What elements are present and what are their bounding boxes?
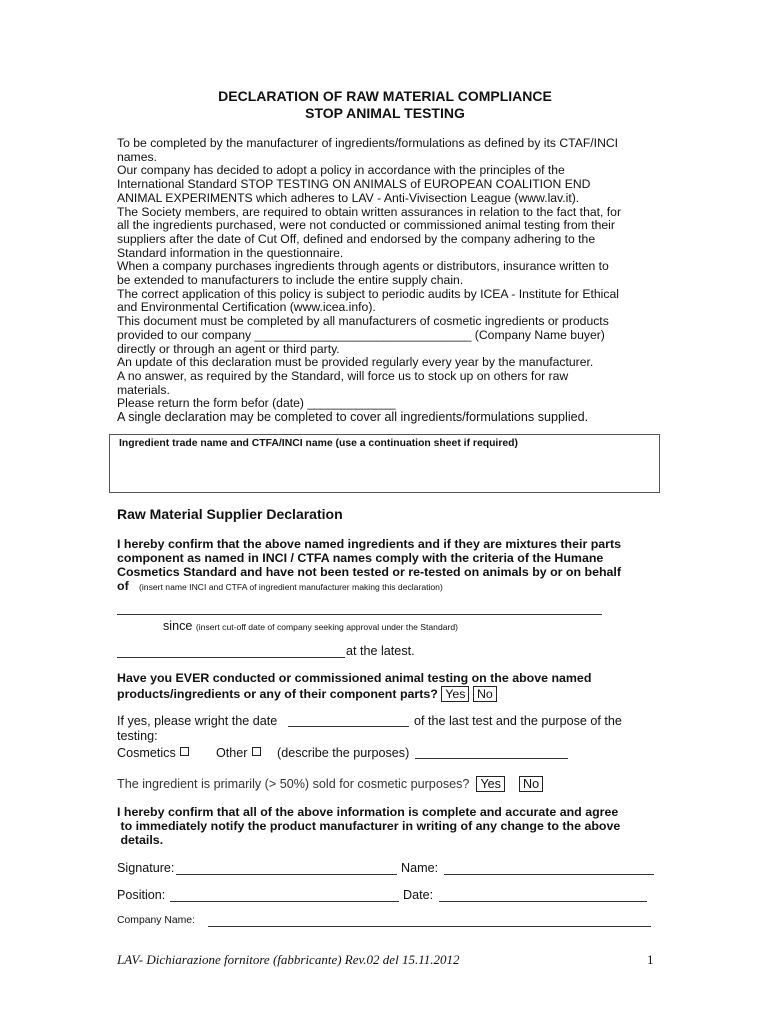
other-checkbox[interactable] [252,747,261,756]
other-label: Other [216,746,248,760]
intro-line: materials. [117,382,170,397]
question-1-row [117,686,497,702]
declaration-of: of [117,579,129,593]
intro-line: suppliers after the date of Cut Off, defined and endorsed by the company adhering to the [117,231,596,246]
intro-line: An update of this declaration must be provided regularly every year by the manufacturer. [117,355,594,370]
confirmation-text [117,805,620,847]
intro-line: directly or through an agent or third party. [117,341,340,356]
footer-text: LAV- Dichiarazione fornitore (fabbricante) Rev.02 del 15.11.2012 [117,952,460,967]
declaration-of-note: (insert name INCI and CTFA of ingredient manufacturer making this declaration) [139,582,443,592]
intro-line: names. [117,149,157,164]
intro-line: When a company purchases ingredients through agents or distributors, insurance written to [117,259,609,274]
since-word: since [163,619,193,633]
confirmation-line: to immediately notify the product manufacturer in writing of any change to the above [117,819,621,833]
cosmetics-option[interactable] [117,746,189,760]
section-heading: Raw Material Supplier Declaration [117,506,343,522]
company-name-field[interactable] [208,926,651,927]
signature-field[interactable] [176,874,397,875]
declaration-line: I hereby confirm that the above named ingredients and if they are mixtures their parts [117,537,622,551]
ifyes-line-1-end: of the last test and the purpose of the [414,714,622,728]
question-2: The ingredient is primarily (> 50%) sold for cosmetic purposes? [117,777,470,791]
intro-line: Our company has decided to adopt a policy in accordance with the principles of the [117,163,565,178]
describe-label: (describe the purposes) [277,746,410,760]
position-label: Position: [117,888,166,902]
confirmation-line: I hereby confirm that all of the above information is complete and accurate and agree [117,805,619,819]
signature-label: Signature: [117,861,175,875]
name-field[interactable] [444,874,654,875]
question-1-line-2: products/ingredients or any of their component parts? [117,687,438,701]
cosmetics-checkbox[interactable] [180,747,189,756]
q1-no-option[interactable]: No [473,686,497,702]
declaration-line: component as named in INCI / CTFA names comply with the criteria of the Humane [117,551,604,565]
company-name-label: Company Name: [117,915,195,926]
purpose-line[interactable] [415,758,568,759]
intro-line: This document must be completed by all manufacturers of cosmetic ingredients or products [117,314,609,329]
last-test-date-line[interactable] [288,726,409,727]
cutoff-date-line[interactable] [117,657,345,658]
q1-yes-option[interactable]: Yes [441,686,469,702]
intro-line: and Environmental Certification (www.icea.info). [117,300,376,315]
intro-line: To be completed by the manufacturer of ingredients/formulations as defined by its CTAF/INCI [117,136,619,150]
intro-line: The correct application of this policy is subject to periodic audits by ICEA - Institute for Ethical [117,286,619,301]
document-title: DECLARATION OF RAW MATERIAL COMPLIANCE [218,88,552,104]
ingredient-name-field[interactable] [109,434,660,493]
q2-yes-option[interactable]: Yes [476,776,505,792]
since-row [163,619,458,633]
question-2-row [117,776,543,792]
date-field[interactable] [439,901,647,902]
ingredient-box-label: Ingredient trade name and CTFA/INCI name (use a continuation sheet if required) [119,438,518,449]
document-subtitle: STOP ANIMAL TESTING [305,105,465,121]
cosmetics-label: Cosmetics [117,746,176,760]
q2-no-option[interactable]: No [519,776,543,792]
since-note: (insert cut-off date of company seeking approval under the Standard) [195,622,459,632]
confirmation-line: details. [117,833,164,847]
intro-line: A no answer, as required by the Standard, will force us to stock up on others for raw [117,368,569,383]
ifyes-line-1: If yes, please wright the date [117,714,278,728]
intro-line: Standard information in the questionnaire. [117,245,344,260]
intro-line: ANIMAL EXPERIMENTS which adheres to LAV - Anti-Vivisection League (www.lav.it). [117,190,580,205]
page-number: 1 [647,952,654,967]
intro-line: International Standard STOP TESTING ON ANIMALS of EUROPEAN COALITION END [117,177,591,192]
intro-text [117,137,657,425]
name-label: Name: [401,861,439,875]
intro-line: be extended to manufacturers to include the entire supply chain. [117,273,464,288]
intro-line: all the ingredients purchased, were not conducted or commissioned animal testing from their [117,218,615,233]
intro-line: Please return the form befor (date) _____________ [117,396,396,411]
date-label: Date: [403,888,434,902]
intro-line-last: A single declaration may be completed to cover all ingredients/formulations supplied. [117,410,589,425]
intro-line: The Society members, are required to obtain written assurances in relation to the fact that, for [117,204,622,219]
at-latest: at the latest. [346,644,415,658]
other-option[interactable] [216,746,261,760]
declaration-line: Cosmetics Standard and have not been tested or re-tested on animals by or on behalf [117,565,621,579]
manufacturer-name-line[interactable] [117,614,602,615]
intro-line: provided to our company ________________________________ (Company Name buyer) [117,327,605,342]
position-field[interactable] [170,901,399,902]
ifyes-line-2: testing: [117,729,158,743]
question-1-line-1: Have you EVER conducted or commissioned animal testing on the above named [117,671,592,685]
declaration-text [117,537,657,594]
